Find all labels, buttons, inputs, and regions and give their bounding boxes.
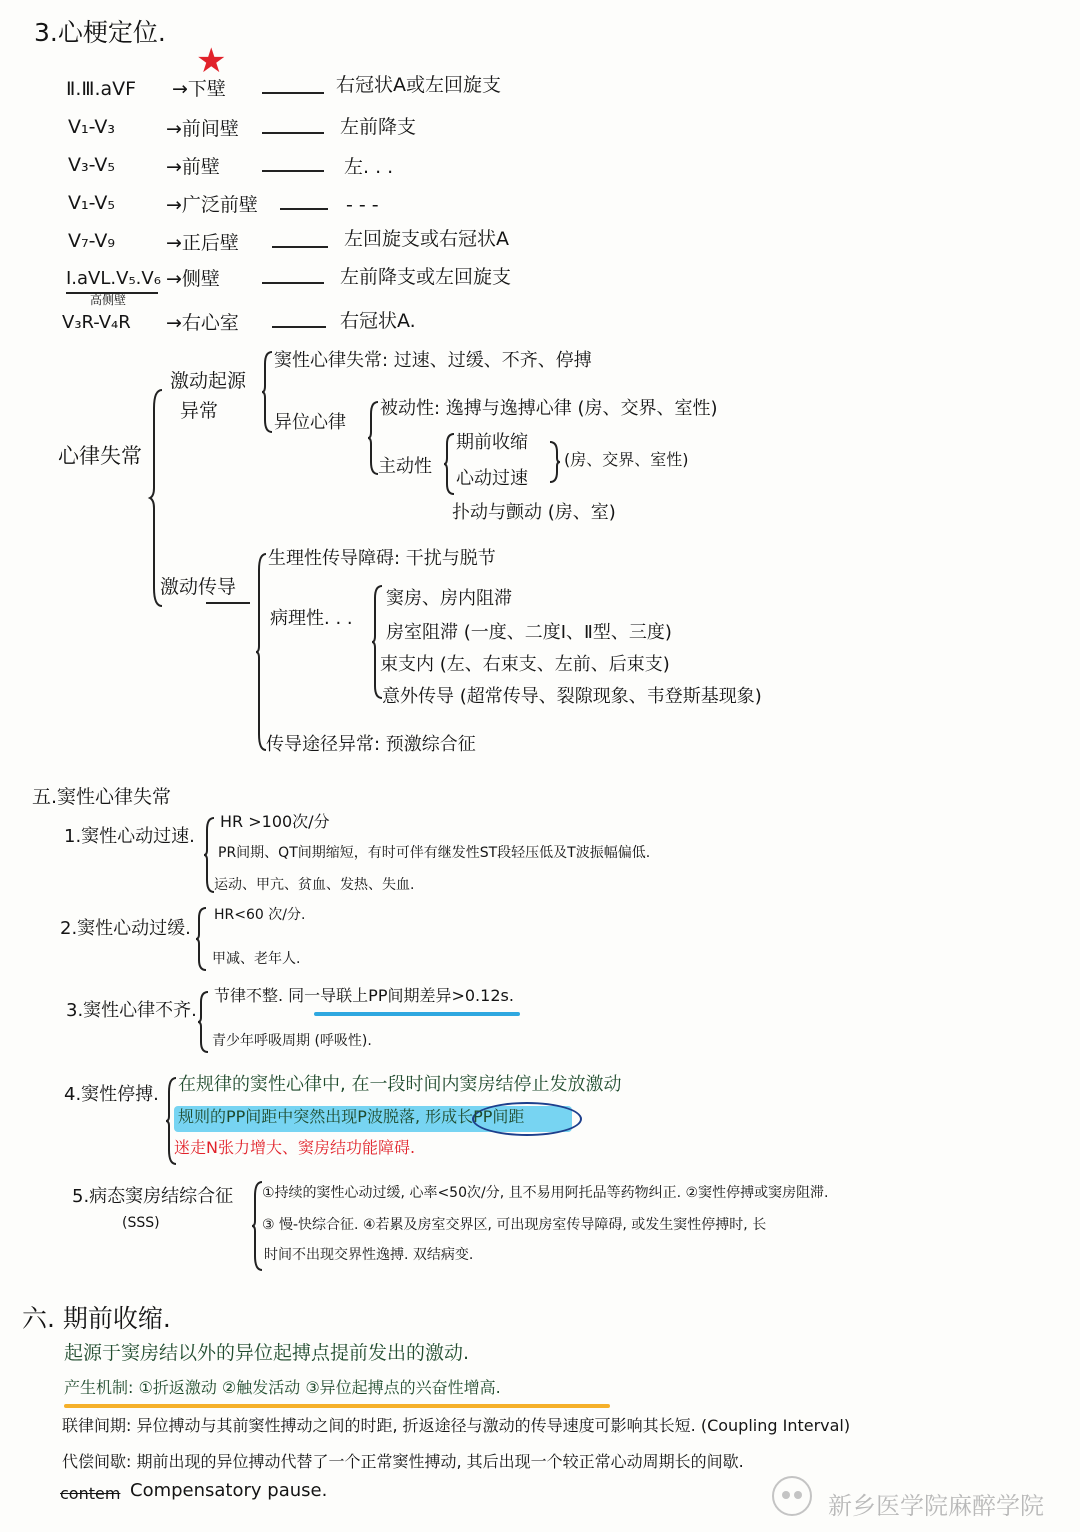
dash-line <box>262 132 324 134</box>
item-line: 青少年呼吸周期 (呼吸性). <box>212 1033 372 1049</box>
item-label: 2.窦性心动过缓. <box>60 918 191 939</box>
artery-row-3: 左. . . <box>344 156 394 178</box>
section-3-title: 3.心梗定位. <box>34 18 166 47</box>
item-line: HR<60 次/分. <box>214 907 306 923</box>
lead-row-7: V₃R-V₄R <box>62 312 131 333</box>
compensatory-pause: 代偿间歇: 期前出现的异位搏动代替了一个正常窦性搏动, 其后出现一个较正常心动周期长的间歇. <box>62 1452 744 1471</box>
item-abbr: (SSS) <box>122 1215 160 1231</box>
artery-row-5: 左回旋支或右冠状A <box>344 228 509 250</box>
high-lateral-note: 高侧壁 <box>90 293 127 307</box>
passive-ectopic: 被动性: 逸搏与逸搏心律 (房、交界、室性) <box>380 398 718 419</box>
formation-line-2: 异常 <box>180 400 219 422</box>
pathologic-block: 病理性. . . <box>270 608 353 629</box>
brace-active <box>444 432 456 496</box>
physiologic-block: 生理性传导障碍: 干扰与脱节 <box>268 548 496 569</box>
item-label: 4.窦性停搏. <box>64 1084 159 1105</box>
dash-line <box>280 208 328 210</box>
mechanism: 产生机制: ①折返激动 ②触发活动 ③异位起搏点的兴奋性增高. <box>64 1378 501 1397</box>
sinus-arrhythmia: 窦性心律失常: 过速、过缓、不齐、停搏 <box>274 350 592 371</box>
watermark: 新乡医学院麻醉学院 <box>828 1492 1044 1520</box>
premature-definition: 起源于窦房结以外的异位起搏点提前发出的激动. <box>64 1342 470 1364</box>
tachycardia: 心动过速 <box>456 468 528 489</box>
brace <box>198 990 210 1054</box>
wall-row-5: →正后壁 <box>166 232 239 254</box>
ectopic-rhythm: 异位心律 <box>274 412 346 433</box>
sa-block: 窦房、房内阻滞 <box>386 588 512 609</box>
lead-row-6: Ⅰ.aVL.V₅.V₆ <box>66 268 161 289</box>
dash-line <box>262 282 324 284</box>
lead-row-2: V₁-V₃ <box>68 116 115 138</box>
dash-line <box>262 170 324 172</box>
dash-line <box>272 246 328 248</box>
wall-row-2: →前间壁 <box>166 118 239 140</box>
active-locations: (房、交界、室性) <box>564 450 689 469</box>
item-line: ③ 慢-快综合征. ④若累及房室交界区, 可出现房室传导障碍, 或发生窦性停搏时, 长 <box>262 1217 767 1233</box>
compensatory-pause-en: Compensatory pause. <box>130 1480 328 1501</box>
artery-row-7: 右冠状A. <box>340 310 416 332</box>
section-6-title: 六. 期前收缩. <box>22 1304 171 1333</box>
section-5-title: 五.窦性心律失常 <box>32 786 172 808</box>
wall-row-7: →右心室 <box>166 312 239 334</box>
wall-row-6: →侧壁 <box>166 268 220 290</box>
active-ectopic: 主动性 <box>378 456 432 477</box>
brace-conduction <box>256 552 268 752</box>
bundle-branch-block: 束支内 (左、右束支、左前、后束支) <box>380 654 670 675</box>
tree-root: 心律失常 <box>58 444 142 468</box>
item-line: 迷走N张力增大、窦房结功能障碍. <box>174 1138 416 1157</box>
coupling-interval: 联律间期: 异位搏动与其前窦性搏动之间的时距, 折返途径与激动的传导速度可影响其长短. (Coupling Interval) <box>62 1416 851 1435</box>
dash-line <box>272 326 326 328</box>
item-line: 在规律的窦性心律中, 在一段时间内窦房结停止发放激动 <box>178 1074 622 1095</box>
item-line: HR >100次/分 <box>220 812 330 831</box>
lead-row-5: V₇-V₉ <box>68 230 115 252</box>
formation-line-1: 激动起源 <box>170 370 247 392</box>
brace-pathologic <box>372 584 384 700</box>
brace-closing <box>550 440 560 484</box>
crossed-out-word: contem <box>60 1484 121 1503</box>
item-line: 甲减、老年人. <box>212 951 301 967</box>
artery-row-1: 右冠状A或左回旋支 <box>336 74 501 96</box>
item-line: 时间不出现交界性逸搏. 双结病变. <box>264 1247 474 1263</box>
lead-row-3: V₃-V₅ <box>68 154 115 176</box>
conduction-abnormality: 激动传导 <box>160 576 237 598</box>
accessory-pathway: 传导途径异常: 预激综合征 <box>266 734 476 755</box>
lead-row-4: V₁-V₅ <box>68 192 115 214</box>
item-line: 运动、甲亢、贫血、发热、失血. <box>214 877 415 893</box>
lead-row-1: Ⅱ.Ⅲ.aVF <box>66 78 137 100</box>
item-line: ①持续的窦性心动过缓, 心率<50次/分, 且不易用阿托品等药物纠正. ②窦性停搏或窦房阻滞. <box>262 1185 829 1201</box>
highlight-underline <box>314 1012 520 1016</box>
brace-formation <box>262 350 274 434</box>
underline <box>206 602 250 604</box>
star-icon: ★ <box>196 41 227 81</box>
flutter-fibrillation: 扑动与颤动 (房、室) <box>452 502 616 523</box>
wall-row-4: →广泛前壁 <box>166 194 258 216</box>
artery-row-2: 左前降支 <box>340 116 417 138</box>
dash-line <box>262 92 324 94</box>
wall-row-3: →前壁 <box>166 156 220 178</box>
brace <box>196 906 208 972</box>
item-line: 节律不整. 同一导联上PP间期差异>0.12s. <box>214 986 514 1005</box>
av-block: 房室阻滞 (一度、二度Ⅰ、Ⅱ型、三度) <box>386 622 672 643</box>
item-label: 5.病态窦房结综合征 <box>72 1186 234 1207</box>
item-line: 规则的PP间距中突然出现P波脱落, 形成长PP间距 <box>178 1107 525 1126</box>
unexpected-conduction: 意外传导 (超常传导、裂隙现象、韦登斯基现象) <box>382 686 762 707</box>
item-line: PR间期、QT间期缩短，有时可伴有继发性ST段轻压低及T波振幅偏低. <box>218 845 651 861</box>
brace-main <box>150 388 164 608</box>
wechat-icon <box>772 1476 812 1516</box>
artery-row-4: - - - <box>346 194 379 216</box>
artery-row-6: 左前降支或左回旋支 <box>340 266 512 288</box>
wall-row-1: →下壁 <box>172 78 226 100</box>
item-label: 3.窦性心律不齐. <box>66 1000 197 1021</box>
item-label: 1.窦性心动过速. <box>64 826 195 847</box>
premature-contraction: 期前收缩 <box>456 432 528 453</box>
highlight-underline <box>64 1404 610 1408</box>
